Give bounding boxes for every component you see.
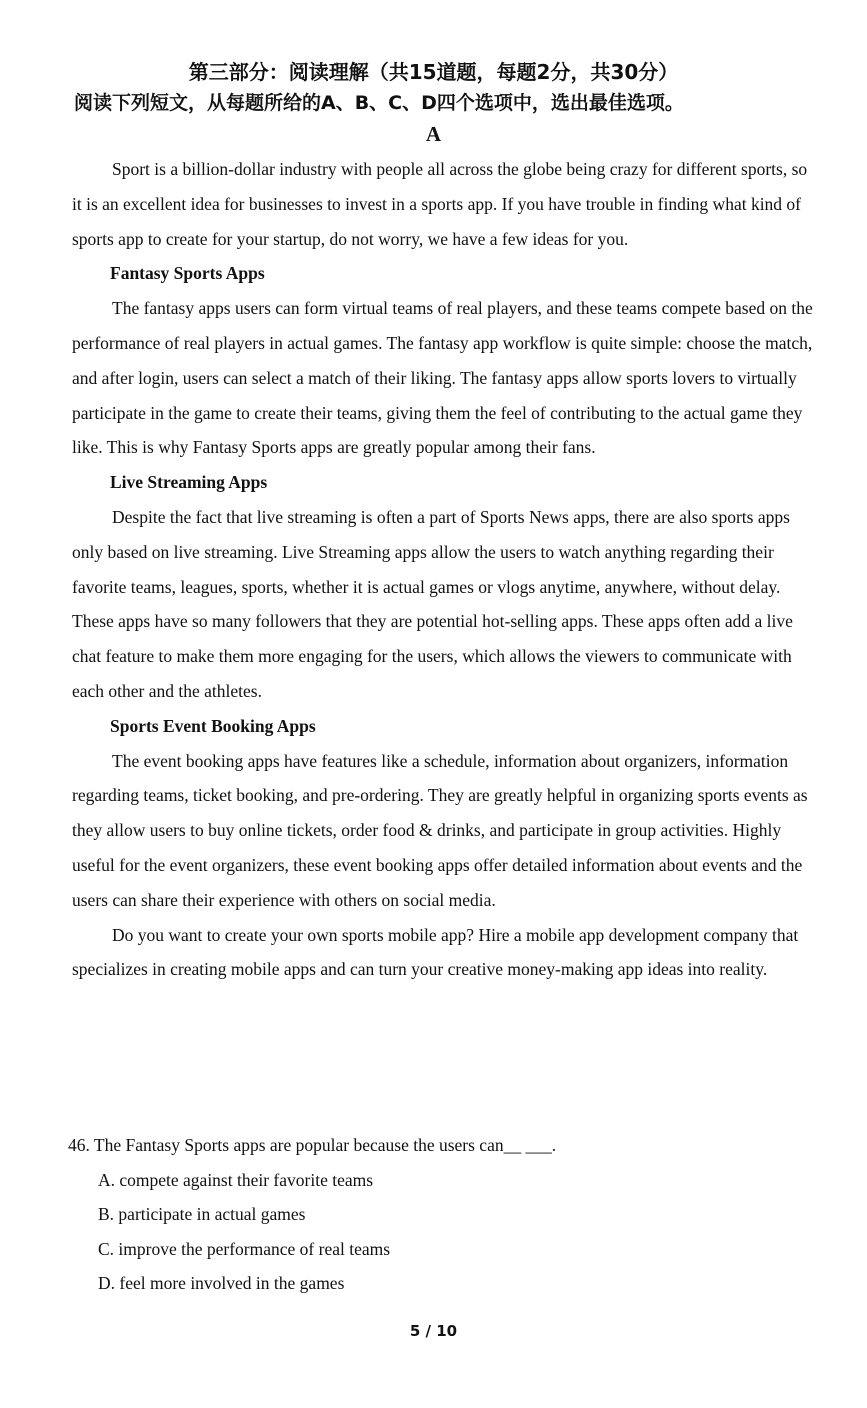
fantasy-paragraph: The fantasy apps users can form virtual teams of real players, and these teams compete based on the performance of real players in actual games. The fantasy app workflow is quite simple: choose the match, and after login, users can select a match of their liking. The fantasy apps allow sports lovers to virtually participate in the game to create their teams, giving them the feel of contributing to the actual game they like. This is why Fantasy Sports apps are greatly popular among their fans.	[72, 298, 813, 458]
live-streaming-paragraph: Despite the fact that live streaming is often a part of Sports News apps, there are also sports apps only based on live streaming. Live Streaming apps allow the users to watch anything regarding their favorite teams, leagues, sports, whether it is actual games or vlogs anytime, anywhere, without delay. These apps have so many followers that they are potential hot-selling apps. These apps often add a live chat feature to make them more engaging for the users, which allows the viewers to communicate with each other and the athletes.	[72, 506, 793, 701]
option-b: B. participate in actual games	[98, 1204, 306, 1224]
intro-paragraph: Sport is a billion-dollar industry with people all across the globe being crazy for different sports, so it is an excellent idea for businesses to invest in a sports app. If you have trouble in finding what kind of sports app to create for your startup, do not worry, we have a few ideas for you.	[72, 159, 808, 249]
option-c: C. improve the performance of real teams	[98, 1238, 391, 1259]
option-a: A. compete against their favorite teams	[98, 1169, 374, 1190]
section-instruction: 阅读下列短文，从每题所给的A、B、C、D四个选项中，选出最佳选项。	[74, 92, 684, 114]
passage-label: A	[425, 122, 442, 146]
reading-passage	[72, 152, 820, 987]
page-number: 5 / 10	[409, 1322, 458, 1340]
event-booking-paragraph: The event booking apps have features like a schedule, information about organizers, information regarding teams, ticket booking, and pre-ordering. They are greatly helpful in organizing sports events as they allow users to buy online tickets, order food & drinks, and participate in group activities. Highly useful for the event organizers, these event booking apps offer detailed information about events and the users can share their experience with others on social media.	[72, 750, 808, 910]
section-title: 第三部分：阅读理解（共15道题，每题2分，共30分）	[188, 60, 679, 84]
closing-paragraph: Do you want to create your own sports mobile app? Hire a mobile app development company that specializes in creating mobile apps and can turn your creative money-making app ideas into reality.	[72, 924, 799, 980]
option-d: D. feel more involved in the games	[98, 1273, 345, 1293]
fantasy-heading: Fantasy Sports Apps	[110, 263, 265, 284]
question-46	[68, 1128, 828, 1301]
question-stem: 46. The Fantasy Sports apps are popular because the users can__ ___.	[68, 1135, 557, 1155]
live-streaming-heading: Live Streaming Apps	[110, 472, 268, 493]
event-booking-heading: Sports Event Booking Apps	[110, 715, 316, 736]
